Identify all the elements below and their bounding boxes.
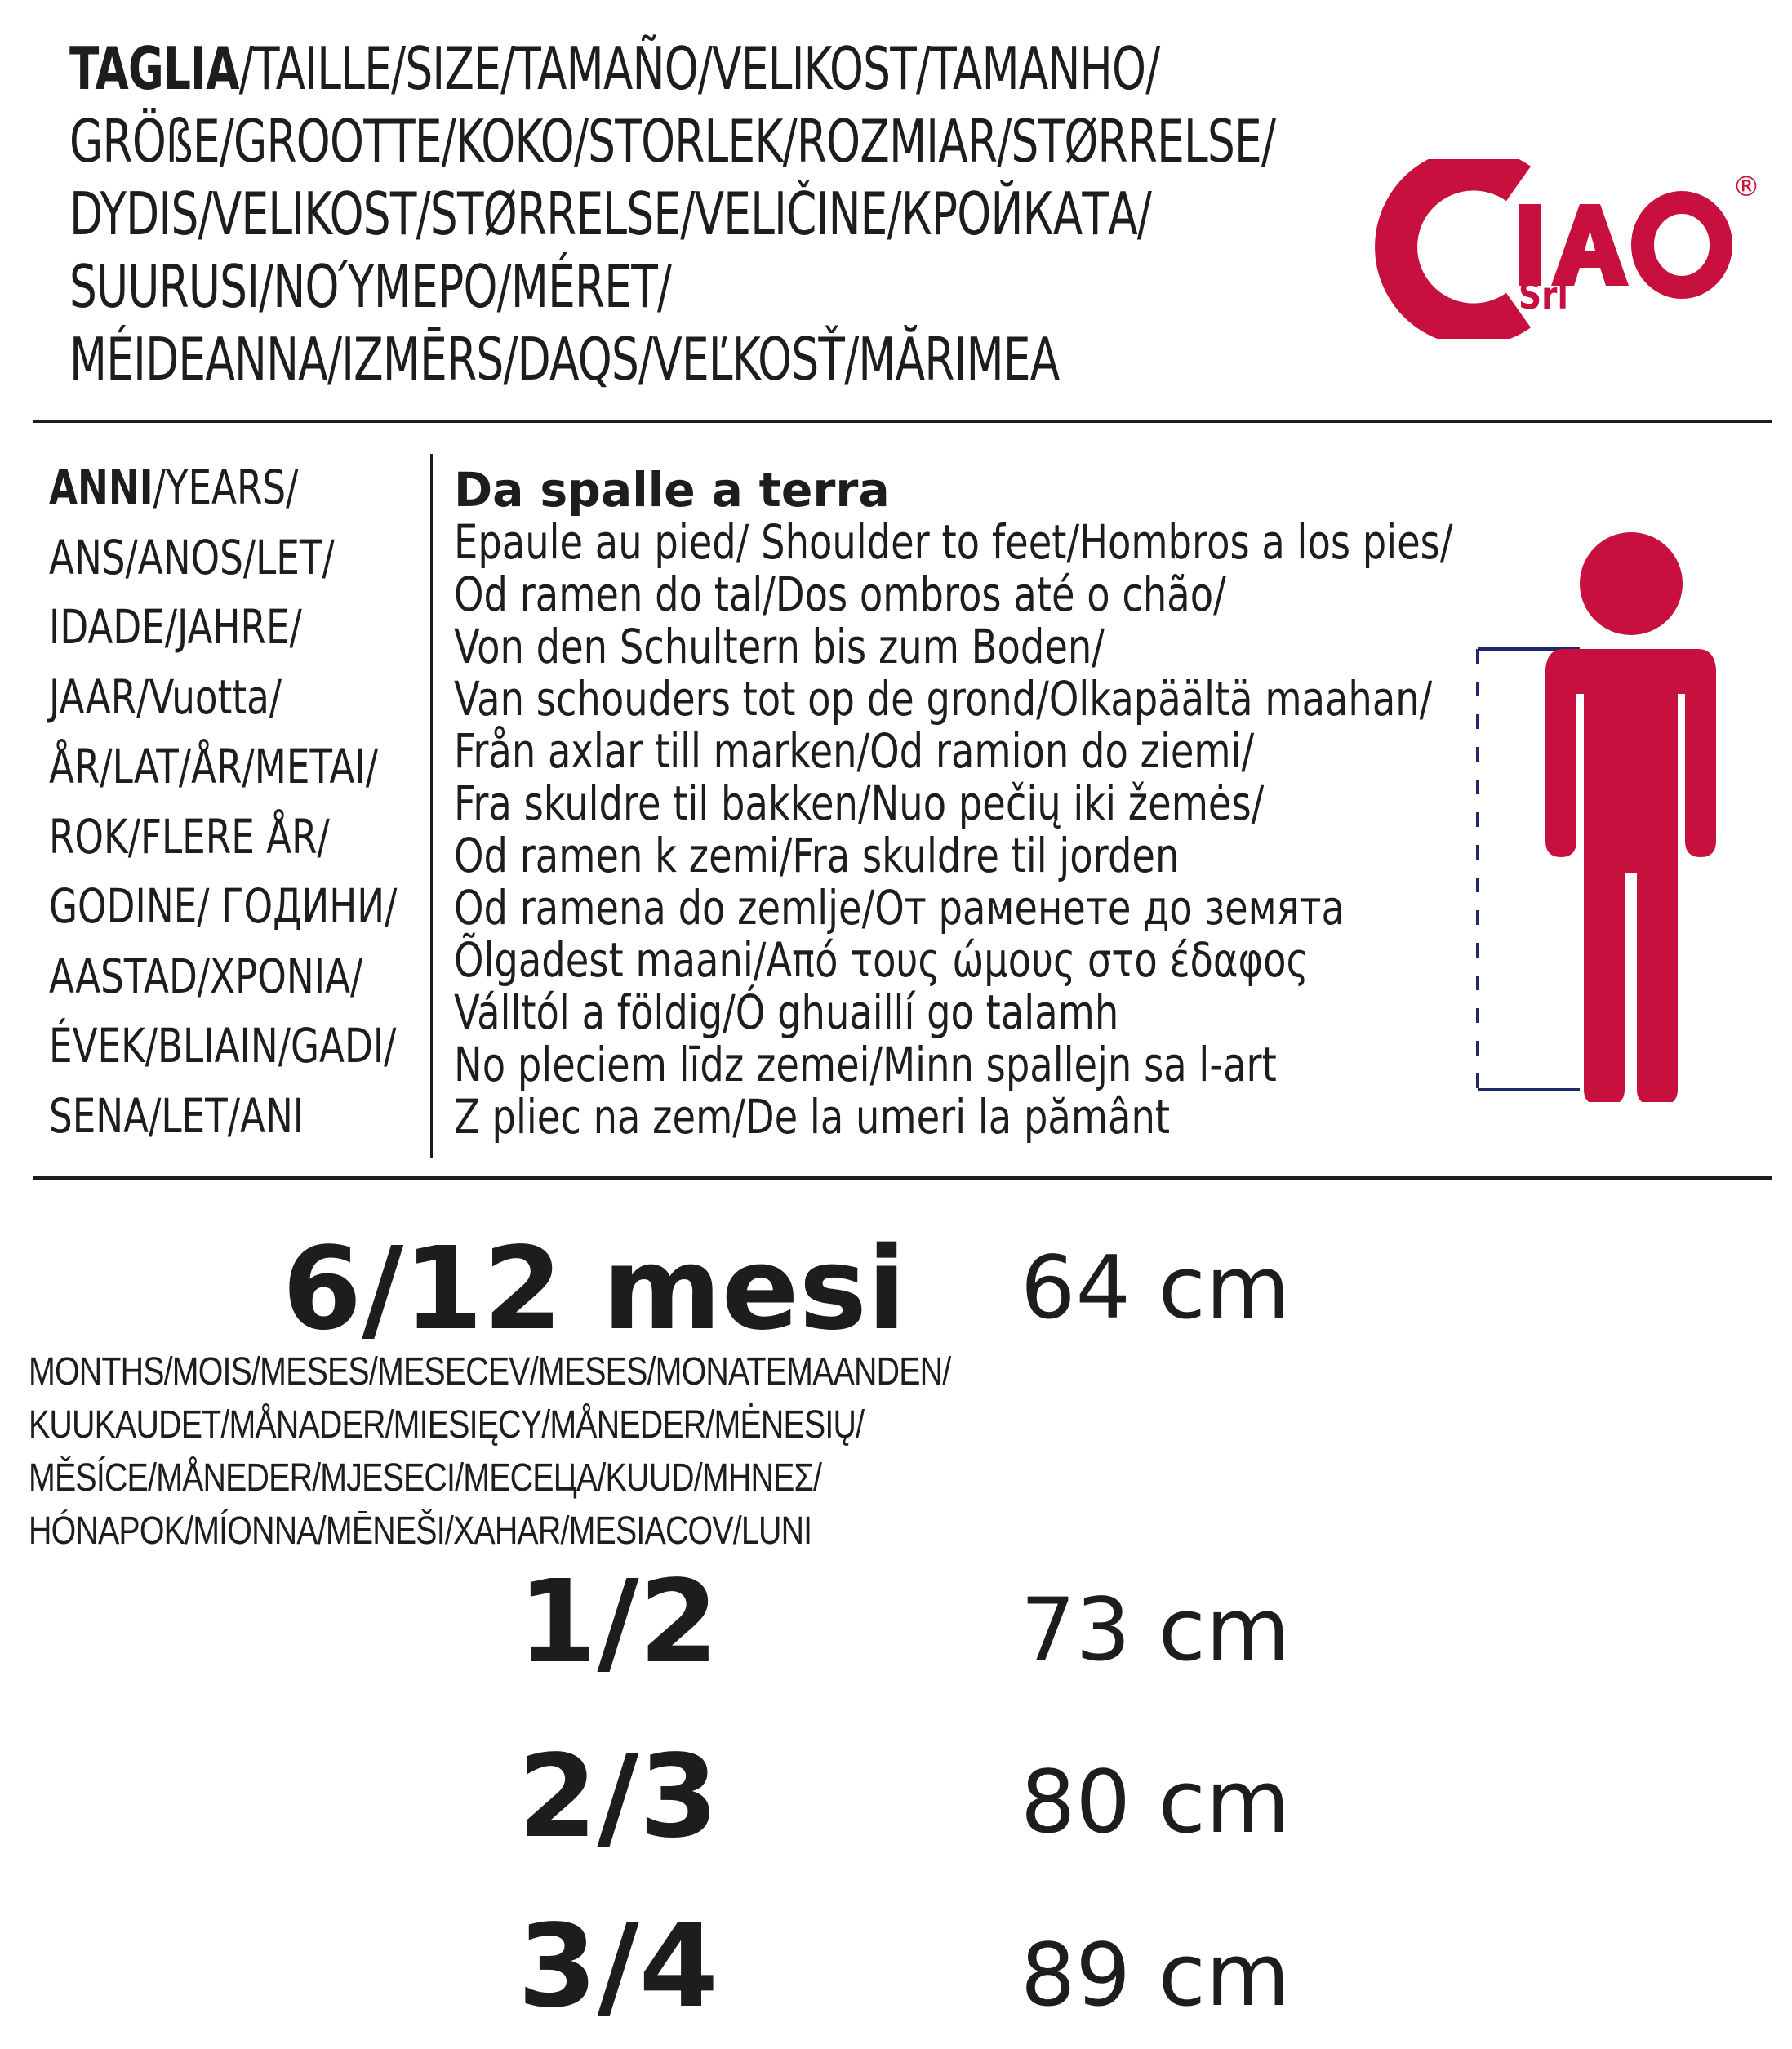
measurement-line: Válltól a földig/Ó ghuaillí go talamh — [454, 984, 1119, 1040]
logo-registered-mark: ® — [1732, 171, 1760, 203]
years-heading-rest: /YEARS/ — [153, 460, 299, 515]
column-divider — [430, 454, 433, 1158]
size-value: 73 cm — [1021, 1580, 1291, 1680]
size-title-line — [69, 33, 1160, 105]
measurement-line: Epaule au pied/ Shoulder to feet/Hombros a los pies/ — [454, 514, 1453, 570]
size-title-block — [69, 33, 1343, 396]
measurement-line: Von den Schultern bis zum Boden/ — [454, 619, 1105, 674]
size-title-text: /TAILLE/SIZE/TAMAÑO/VELIKOST/TAMANHO/ — [238, 34, 1160, 103]
years-line: JAAR/Vuotta/ — [49, 669, 282, 725]
months-line: MĚSÍCE/MÅNEDER/MJESECI/МЕСЕЦА/KUUD/ΜΗΝΕΣ/ — [29, 1456, 822, 1500]
years-line: ÉVEK/BLIAIN/GADI/ — [49, 1018, 397, 1073]
measurement-line: Õlgadest maani/Από τους ώμους στο έδαφος — [454, 932, 1309, 988]
years-line: ÅR/LAT/ÅR/METAI/ — [49, 739, 379, 794]
size-title-line: MÉIDEANNA/IZMĒRS/DAQS/VEĽKOSŤ/MĂRIMEA — [69, 325, 1060, 393]
middle-divider — [33, 1176, 1772, 1180]
size-label: 3/4 — [518, 1900, 718, 2033]
years-heading: ANNI — [49, 460, 153, 515]
logo-suffix: Srl — [1519, 273, 1568, 318]
years-line: AASTAD/ΧΡΟΝΙΑ/ — [49, 948, 363, 1004]
measurement-line: Fra skuldre til bakken/Nuo pečių iki žemės/ — [454, 776, 1265, 831]
top-divider — [33, 420, 1772, 423]
size-value: 64 cm — [1021, 1238, 1291, 1338]
measurement-heading: Da spalle a terra — [454, 462, 890, 518]
size-title-line: GRÖßE/GROOTTE/KOKO/STORLEK/ROZMIAR/STØRRELSE/ — [69, 107, 1276, 176]
measurement-line: Från axlar till marken/Od ramion do ziemi/ — [454, 723, 1255, 779]
months-line: KUUKAUDET/MÅNADER/MIESIĘCY/MÅNEDER/MĖNESIŲ/ — [29, 1403, 865, 1447]
months-line: MONTHS/MOIS/MESES/MESECEV/MESES/MONATEMAANDEN/ — [29, 1350, 951, 1393]
size-title-bold: TAGLIA — [69, 34, 239, 103]
size-title-line: DYDIS/VELIKOST/STØRRELSE/VELIČINE/КРОЙКАТА/ — [69, 180, 1152, 248]
months-translations — [29, 1345, 1153, 1558]
size-value: 89 cm — [1021, 1925, 1291, 2025]
years-line — [49, 453, 397, 523]
size-label: 1/2 — [518, 1556, 718, 1689]
size-label: 6/12 mesi — [282, 1223, 906, 1356]
measurement-line: Z pliec na zem/De la umeri la pământ — [454, 1089, 1171, 1145]
years-line: SENA/LET/ANI — [49, 1087, 305, 1144]
size-title-line: SUURUSI/ΝΟΎΜΕΡΟ/MÉRET/ — [69, 252, 672, 321]
measurement-line: Od ramen k zemi/Fra skuldre til jorden — [454, 828, 1180, 883]
measurement-line: No pleciem līdz zemei/Minn spallejn sa l-art — [454, 1037, 1277, 1092]
measurement-line: Van schouders tot op de grond/Olkapäältä maahan/ — [454, 671, 1433, 727]
months-line: HÓNAPOK/MÍONNA/MĒNEŠI/XAHAR/MESIACOV/LUNI — [29, 1509, 812, 1553]
years-line: GODINE/ ГОДИНИ/ — [49, 878, 398, 934]
years-column — [49, 453, 496, 1151]
measurement-line: Od ramen do tal/Dos ombros até o chão/ — [454, 567, 1226, 622]
size-label: 2/3 — [518, 1731, 718, 1864]
size-value: 80 cm — [1021, 1752, 1291, 1852]
ciao-logo — [1355, 159, 1772, 339]
years-line: ROK/FLERE ÅR/ — [49, 808, 330, 864]
years-line: IDADE/JAHRE/ — [49, 599, 302, 655]
years-line: ANS/ANOS/LET/ — [49, 529, 335, 585]
measurement-line: Od ramena do zemlje/От раменете до земята — [454, 880, 1345, 936]
person-silhouette-icon — [1461, 531, 1772, 1102]
